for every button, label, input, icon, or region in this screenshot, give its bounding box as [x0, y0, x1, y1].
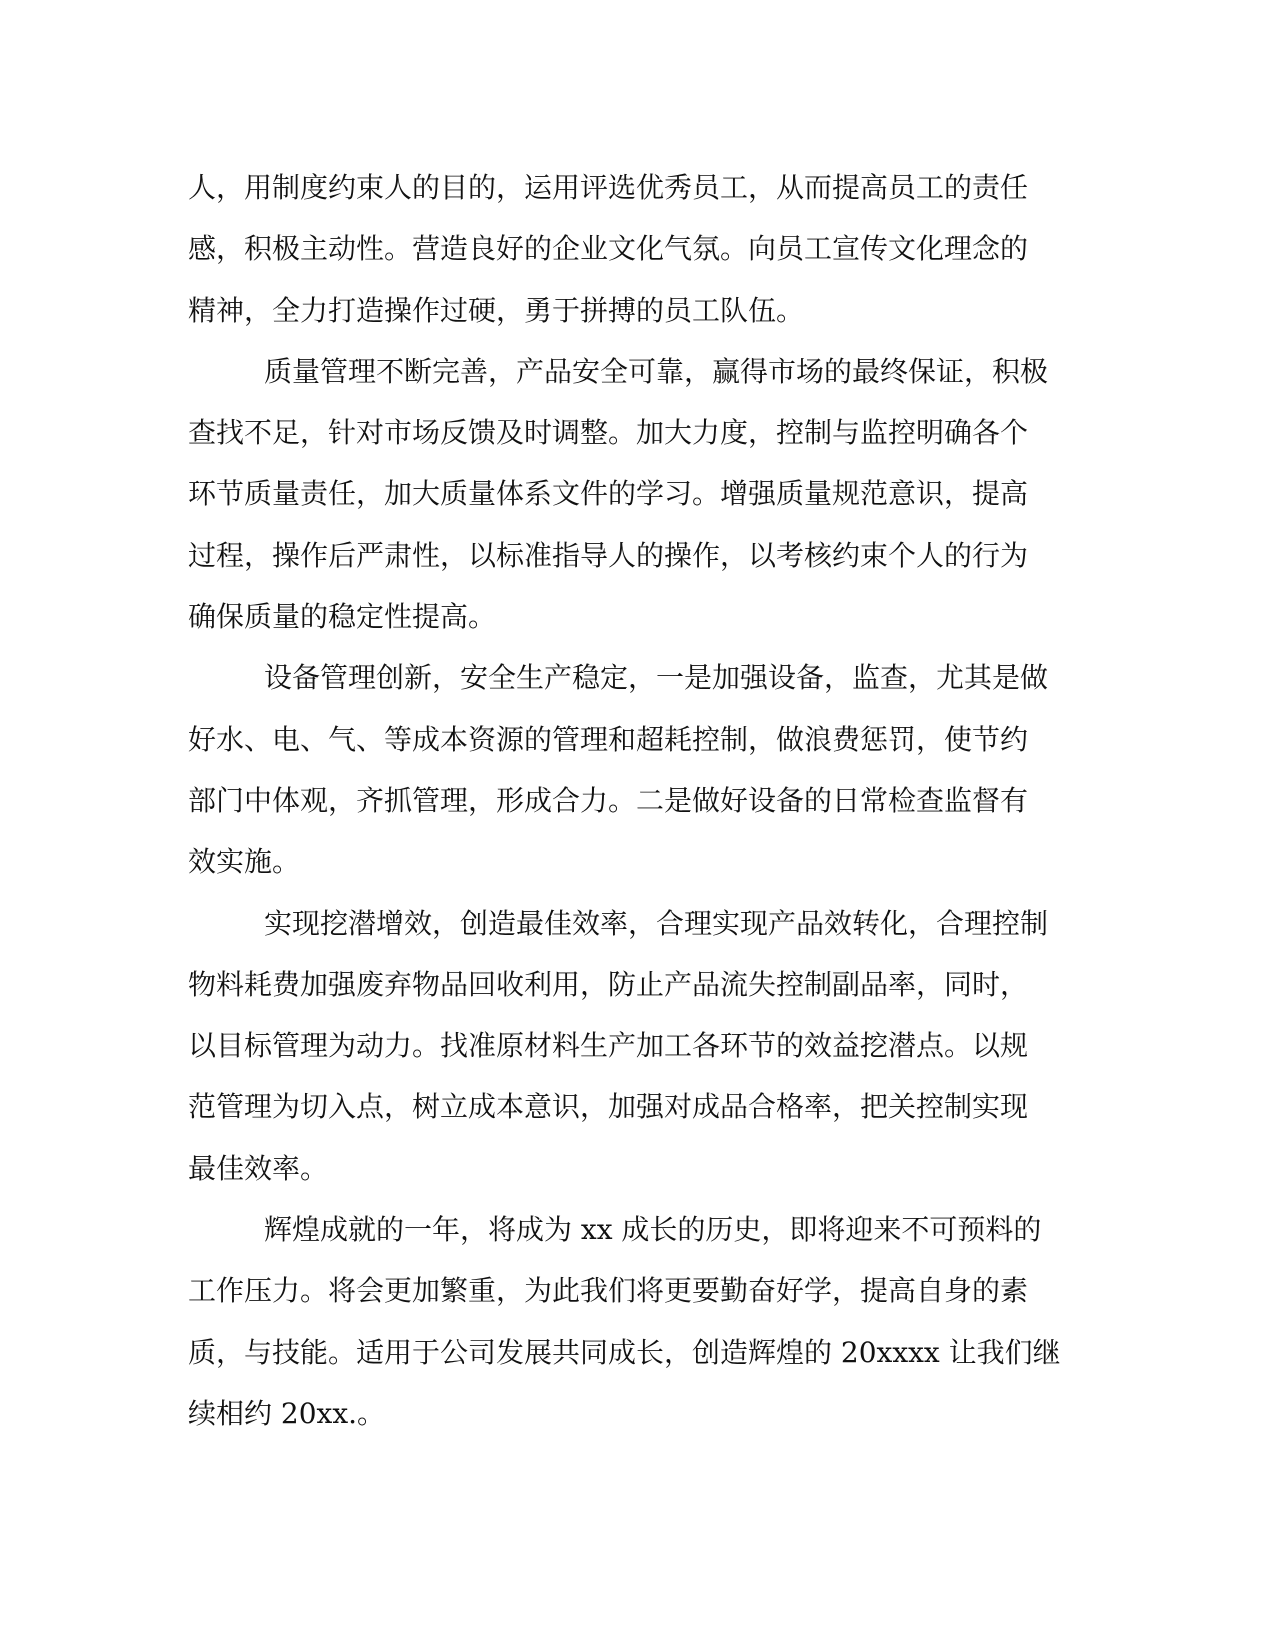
body-text — [188, 157, 1088, 1444]
text-line: 过程，操作后严肃性，以标准指导人的操作，以考核约束个人的行为 — [188, 538, 1029, 572]
text-line: 以目标管理为动力。找准原材料生产加工各环节的效益挖潜点。以规 — [188, 1029, 1029, 1063]
paragraph-first-line: 设备管理创新，安全生产稳定，一是加强设备，监查，尤其是做 — [264, 661, 1049, 695]
text-line: 好水、电、气、等成本资源的管理和超耗控制，做浪费惩罚，使节约 — [188, 722, 1029, 756]
paragraph-first-line: 质量管理不断完善，产品安全可靠，赢得市场的最终保证，积极 — [264, 354, 1049, 388]
text-line: 最佳效率。 — [188, 1151, 329, 1185]
text-line: 查找不足，针对市场反馈及时调整。加大力度，控制与监控明确各个 — [188, 416, 1029, 450]
text-line: 续相约 20xx.。 — [188, 1396, 386, 1430]
paragraph-first-line: 辉煌成就的一年，将成为 xx 成长的历史，即将迎来不可预料的 — [264, 1213, 1042, 1247]
text-line: 工作压力。将会更加繁重，为此我们将更要勤奋好学，提高自身的素 — [188, 1274, 1029, 1308]
paragraph-first-line: 实现挖潜增效，创造最佳效率，合理实现产品效转化，合理控制 — [264, 906, 1049, 940]
text-line: 精神，全力打造操作过硬，勇于拼搏的员工队伍。 — [188, 293, 805, 327]
text-line: 环节质量责任，加大质量体系文件的学习。增强质量规范意识，提高 — [188, 477, 1029, 511]
text-line: 部门中体观，齐抓管理，形成合力。二是做好设备的日常检查监督有 — [188, 783, 1029, 817]
text-line: 范管理为切入点，树立成本意识，加强对成品合格率，把关控制实现 — [188, 1090, 1029, 1124]
text-line: 确保质量的稳定性提高。 — [188, 600, 497, 634]
text-line: 质，与技能。适用于公司发展共同成长，创造辉煌的 20xxxx 让我们继 — [188, 1335, 1061, 1369]
text-line: 效实施。 — [188, 845, 301, 879]
text-line: 物料耗费加强废弃物品回收利用，防止产品流失控制副品率，同时， — [188, 967, 1029, 1001]
text-line: 感，积极主动性。营造良好的企业文化气氛。向员工宣传文化理念的 — [188, 232, 1029, 266]
text-line: 人，用制度约束人的目的，运用评选优秀员工，从而提高员工的责任 — [188, 171, 1029, 204]
